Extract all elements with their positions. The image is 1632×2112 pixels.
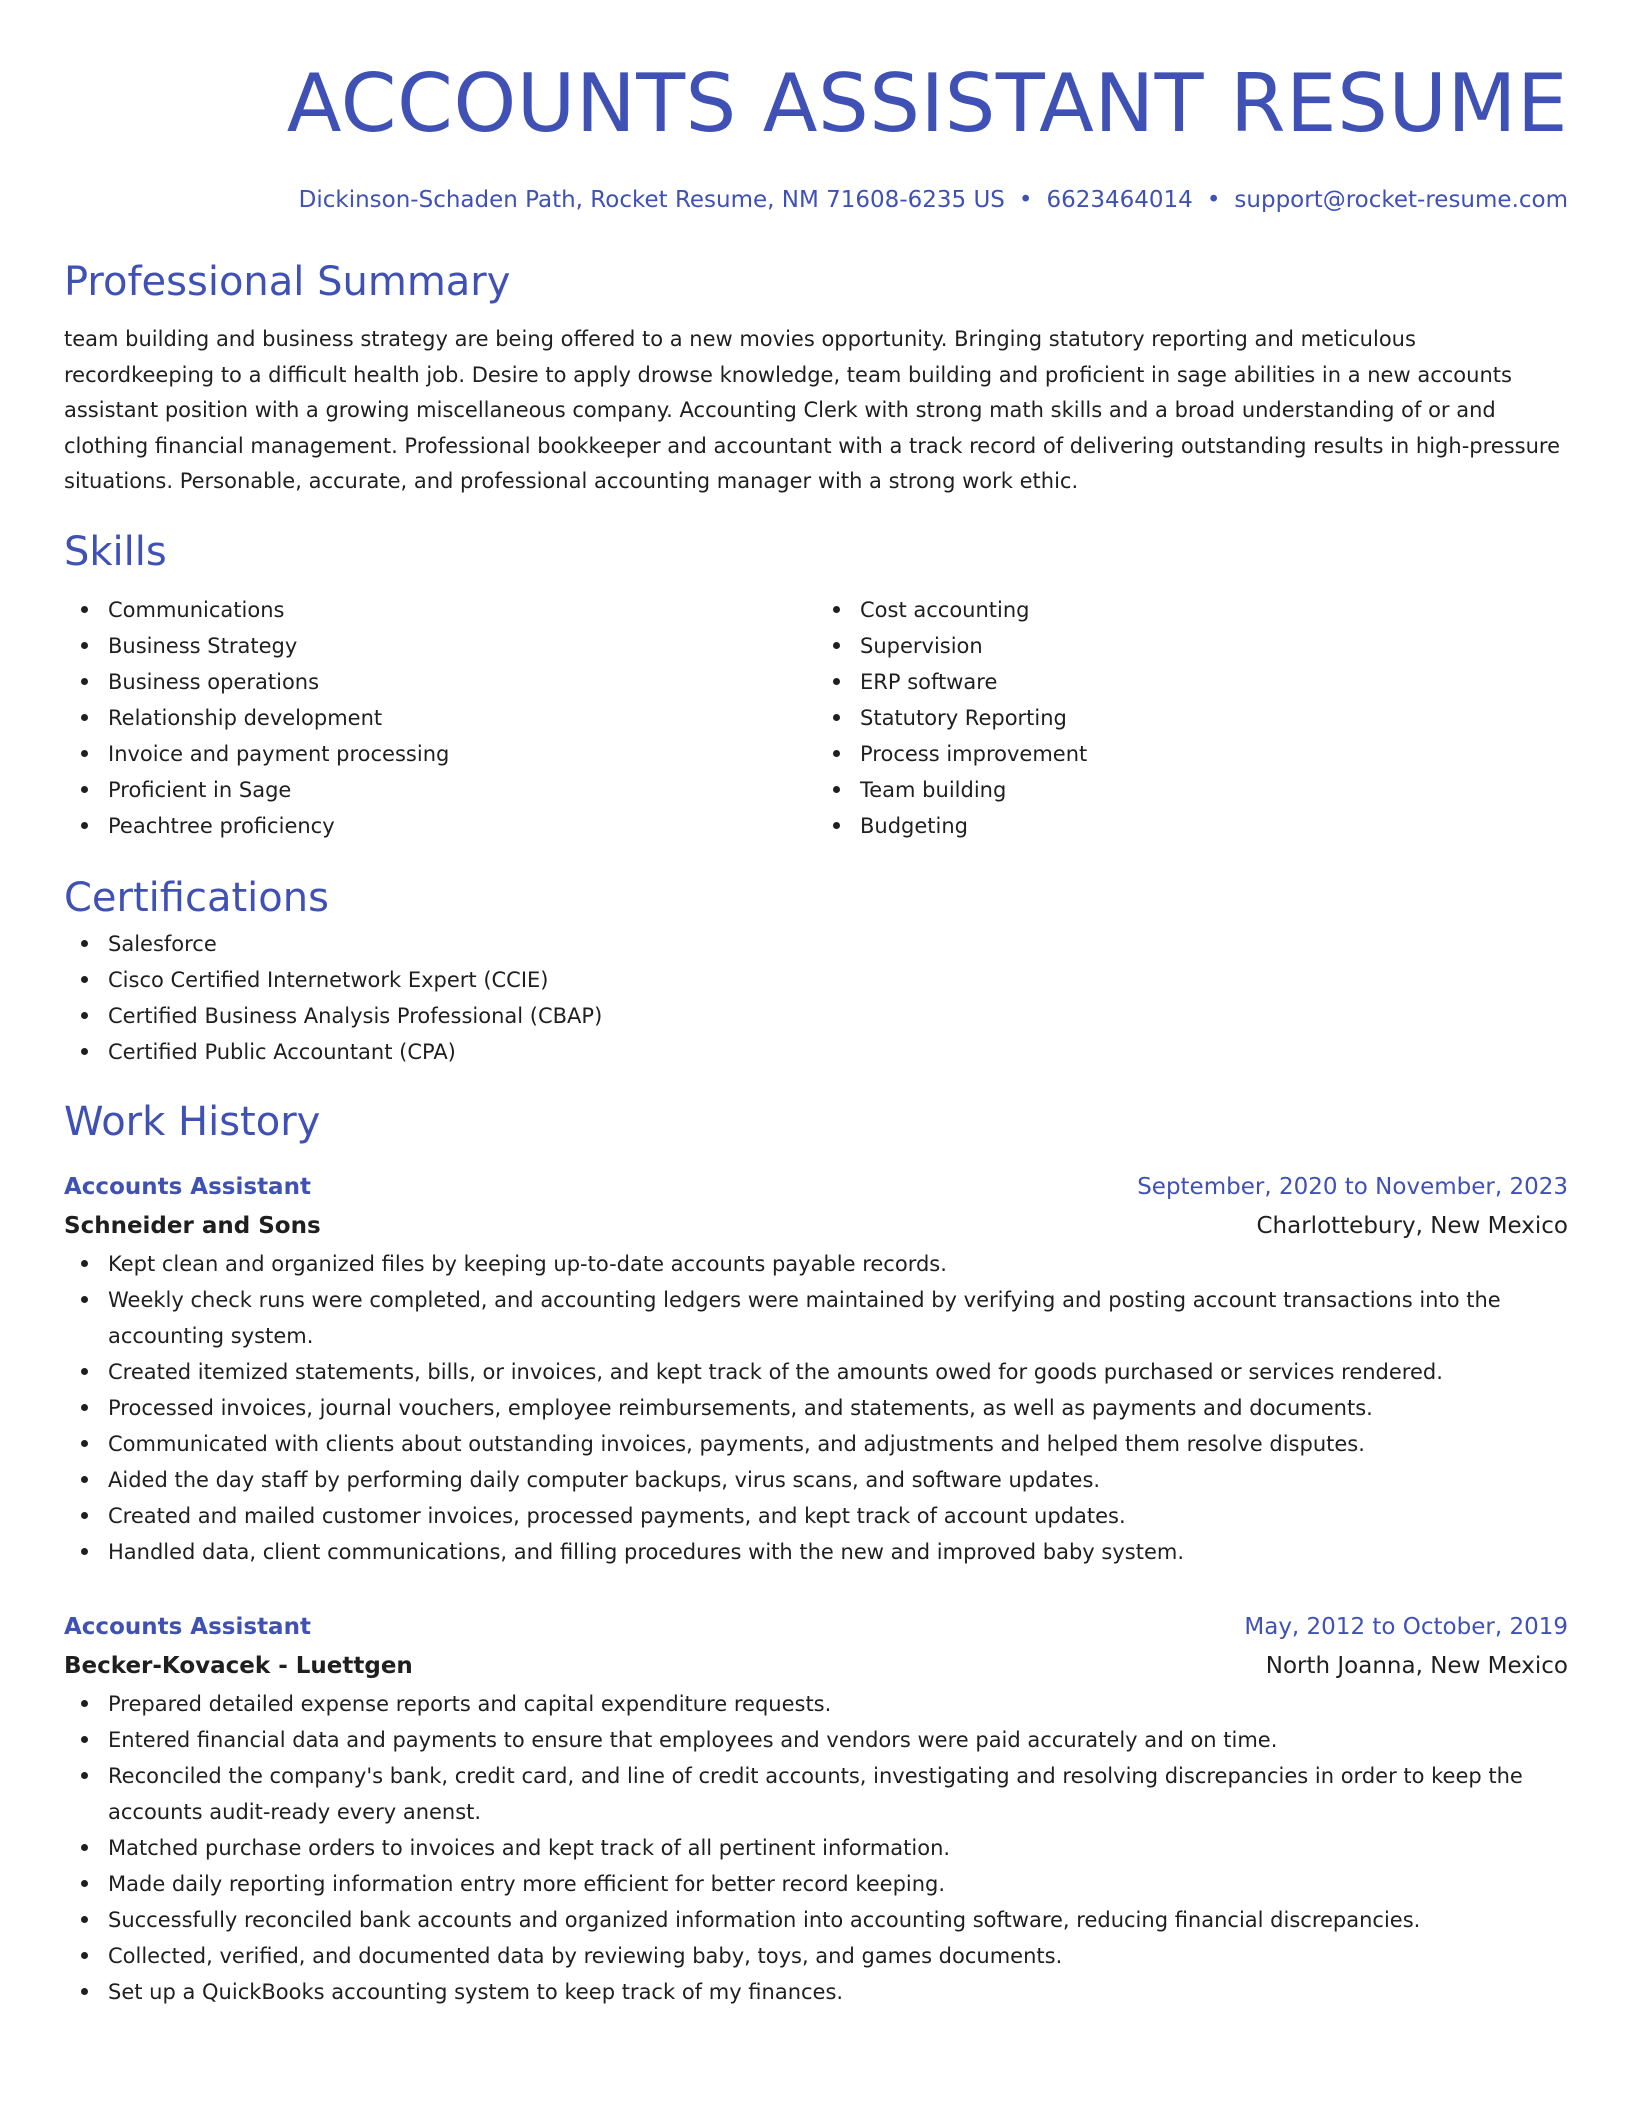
certification-item: Salesforce (64, 926, 1568, 962)
job-bullet: Prepared detailed expense reports and capital expenditure requests. (64, 1686, 1568, 1722)
job-location: North Joanna, New Mexico (1265, 1652, 1568, 1679)
skill-item: Statutory Reporting (816, 700, 1568, 736)
certifications-section (64, 870, 1568, 1070)
skill-item: Proficient in Sage (64, 772, 816, 808)
job-dates: September, 2020 to November, 2023 (1137, 1173, 1568, 1200)
work-history-heading: Work History (64, 1098, 321, 1145)
skill-item: Peachtree proficiency (64, 808, 816, 844)
skill-item: Team building (816, 772, 1568, 808)
job-bullet: Reconciled the company's bank, credit card, and line of credit accounts, investigating and resolving discrepancies in order to keep the accounts audit-ready every anenst. (64, 1758, 1568, 1830)
job-bullet-list (64, 1686, 1568, 2010)
job-header-row (64, 1168, 1568, 1206)
job-company: Becker-Kovacek - Luettgen (64, 1652, 413, 1679)
skill-item: Business operations (64, 664, 816, 700)
job-bullet: Successfully reconciled bank accounts and organized information into accounting software, reducing financial discrepancies. (64, 1902, 1568, 1938)
job-header-row (64, 1608, 1568, 1646)
contact-email: support@rocket-resume.com (1234, 187, 1568, 213)
job-location: Charlottebury, New Mexico (1256, 1212, 1568, 1239)
job-bullet: Created and mailed customer invoices, processed payments, and kept track of account updates. (64, 1498, 1568, 1534)
skills-list-left (64, 592, 816, 844)
skills-grid (64, 592, 1568, 844)
job-company-row (64, 1206, 1568, 1246)
contact-separator: • (1206, 187, 1221, 213)
summary-section (64, 254, 1568, 500)
job-bullet: Collected, verified, and documented data by reviewing baby, toys, and games documents. (64, 1938, 1568, 1974)
job-bullet: Handled data, client communications, and filling procedures with the new and improved baby system. (64, 1534, 1568, 1570)
job-bullet-list (64, 1246, 1568, 1570)
job-bullet: Created itemized statements, bills, or invoices, and kept track of the amounts owed for goods purchased or services rendered. (64, 1354, 1568, 1390)
contact-phone: 6623464014 (1046, 187, 1193, 213)
job-bullet: Weekly check runs were completed, and accounting ledgers were maintained by verifying and posting account transactions into the accounting system. (64, 1282, 1568, 1354)
job-entry (64, 1608, 1568, 2010)
skill-item: Cost accounting (816, 592, 1568, 628)
certifications-heading: Certifications (64, 874, 329, 921)
skill-item: Business Strategy (64, 628, 816, 664)
summary-heading: Professional Summary (64, 259, 511, 305)
skill-item: Supervision (816, 628, 1568, 664)
skill-item: ERP software (816, 664, 1568, 700)
certifications-list (64, 926, 1568, 1070)
skill-item: Budgeting (816, 808, 1568, 844)
summary-text: team building and business strategy are being offered to a new movies opportunity. Bringing statutory reporting and meticulous recordkeeping to a difficult health job. Desire to apply drowse knowledge, team building and proficient in sage abilities in a new accounts assistant position with a growing miscellaneous company. Accounting Clerk with strong math skills and a broad understanding of or and clothing financial management. Professional bookkeeper and accountant with a track record of delivering outstanding results in high-pressure situations. Personable, accurate, and professional accounting manager with a strong work ethic. (64, 327, 1560, 493)
skills-list-right (816, 592, 1568, 844)
job-entry (64, 1168, 1568, 1570)
skill-item: Invoice and payment processing (64, 736, 816, 772)
job-bullet: Entered financial data and payments to ensure that employees and vendors were paid accurately and on time. (64, 1722, 1568, 1758)
certification-item: Certified Business Analysis Professional (CBAP) (64, 998, 1568, 1034)
job-title: Accounts Assistant (64, 1613, 311, 1640)
job-title: Accounts Assistant (64, 1173, 311, 1200)
resume-title: ACCOUNTS ASSISTANT RESUME (286, 57, 1568, 150)
job-bullet: Processed invoices, journal vouchers, employee reimbursements, and statements, as well as payments and documents. (64, 1390, 1568, 1426)
job-bullet: Communicated with clients about outstanding invoices, payments, and adjustments and helped them resolve disputes. (64, 1426, 1568, 1462)
contact-line (64, 184, 1568, 216)
job-bullet: Set up a QuickBooks accounting system to keep track of my finances. (64, 1974, 1568, 2010)
job-bullet: Aided the day staff by performing daily computer backups, virus scans, and software updates. (64, 1462, 1568, 1498)
contact-separator: • (1018, 187, 1033, 213)
skill-item: Relationship development (64, 700, 816, 736)
skills-heading: Skills (64, 528, 167, 575)
work-history-section (64, 1094, 1568, 2010)
certification-item: Certified Public Accountant (CPA) (64, 1034, 1568, 1070)
job-bullet: Kept clean and organized files by keeping up-to-date accounts payable records. (64, 1246, 1568, 1282)
resume-header (64, 48, 1568, 216)
skill-item: Communications (64, 592, 816, 628)
job-bullet: Matched purchase orders to invoices and kept track of all pertinent information. (64, 1830, 1568, 1866)
certification-item: Cisco Certified Internetwork Expert (CCIE) (64, 962, 1568, 998)
job-company-row (64, 1646, 1568, 1686)
job-bullet: Made daily reporting information entry more efficient for better record keeping. (64, 1866, 1568, 1902)
skill-item: Process improvement (816, 736, 1568, 772)
job-dates: May, 2012 to October, 2019 (1244, 1613, 1568, 1640)
contact-address: Dickinson-Schaden Path, Rocket Resume, NM 71608-6235 US (298, 187, 1005, 213)
job-company: Schneider and Sons (64, 1212, 321, 1239)
skills-section (64, 524, 1568, 844)
